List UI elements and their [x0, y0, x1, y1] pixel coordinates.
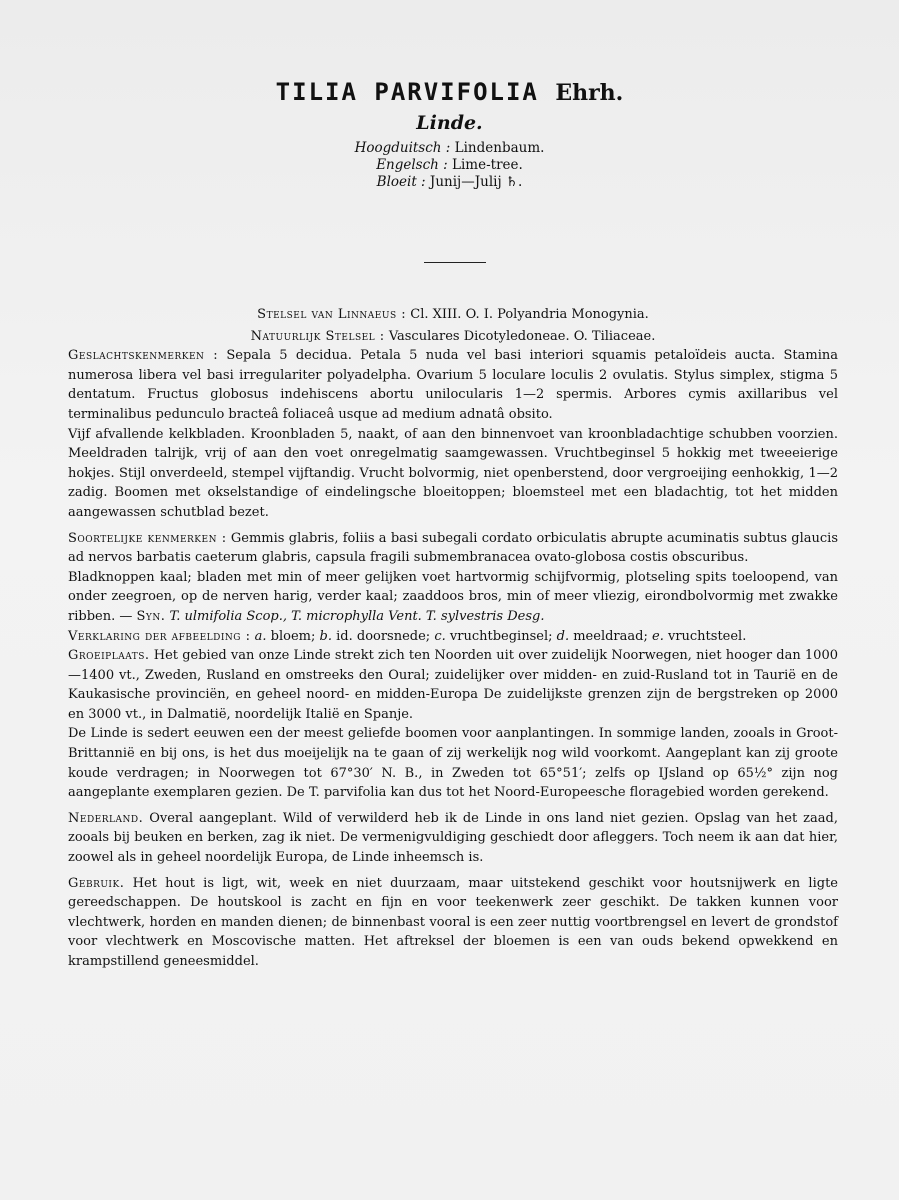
linnaeus-system: Stelsel van Linnaeus : Cl. XIII. O. I. Polyandria Monogynia.: [257, 307, 649, 322]
meta-english: Engelsch : Lime-tree.: [376, 157, 523, 173]
species-title: TILIA PARVIFOLIA Ehrh.: [275, 78, 624, 106]
species-author: Ehrh.: [555, 80, 624, 106]
meta-german: Hoogduitsch : Lindenbaum.: [354, 140, 545, 156]
common-name: Linde.: [416, 112, 483, 134]
genus-latin: Geslachtskenmerken : Sepala 5 decidua. Petala 5 nuda vel basi interiori squamis petaloïdeis aucta. Stamina numerosa libera vel basi irregulariter polyadelpha. Ovarium 5 loculare loculis 2 ovulatis. Stylus simplex, stigma 5 dentatum. Fructus globosus indehiscens abortu unilocularis 1—2 spermis. Arbores cymis axillaribus vel terminalibus pedunculo bracteâ foliaceâ usque ad medium adnatâ obsito.: [68, 348, 838, 422]
divider: [424, 262, 486, 263]
species-latin: Soortelijke kenmerken : Gemmis glabris, foliis a basi subegali cordato orbiculatis abrupte acuminatis subtus glaucis ad nervos barbatis caeterum glabris, capsula fragili submembranacea ovato-globosa costis obscuribus.: [68, 530, 838, 566]
natural-system: Natuurlijk Stelsel : Vasculares Dicotyledoneae. O. Tiliaceae.: [250, 328, 656, 344]
habitat-text-2: De Linde is sedert eeuwen een der meest geliefde boomen voor aanplantingen. In sommige landen, zooals in Groot-Brittannië en bij ons, is het dus moeijelijk na te gaan of zij werkelijk nog wild voorkomt. Aangeplant kan zij groote koude verdragen; in Noorwegen tot 67°30′ N. B., in Zweden tot 65°51′; zelfs op IJsland op 65½° zijn nog aangeplante exemplaren gezien. De T. parvifolia kan dus tot het Noord-Europeesche floragebied worden gerekend.: [68, 726, 838, 801]
body-text: [68, 305, 838, 972]
header: [0, 78, 899, 191]
figure-legend: Verklaring der afbeelding : a. bloem; b. id. doorsnede; c. vruchtbeginsel; d. meeldraad; e. vruchtsteel.: [68, 628, 747, 644]
use-text: Gebruik. Het hout is ligt, wit, week en niet duurzaam, maar uitstekend geschikt voor houtsnijwerk en ligte gereedschappen. De houtskool is zacht en fijn en voor teekenwerk zeer geschikt. De takken kunnen voor vlechtwerk, horden en manden dienen; de binnenbast vooral is een zeer nuttig voortbrengsel en levert de grondstof voor vlechtwerk en Moscovische matten. Het aftreksel der bloemen is een van ouds bekend opwekkend en krampstillend geneesmiddel.: [68, 875, 838, 969]
genus-dutch: Vijf afvallende kelkbladen. Kroonbladen 5, naakt, of aan den binnenvoet van kroonbladachtige schubben voorzien. Meeldraden talrijk, vrij of aan den voet onregelmatig saamgewassen. Vruchtbeginsel 5 hokkig met tweeeierige hokjes. Stijl onverdeeld, stempel vijftandig. Vrucht bolvormig, niet openberstend, door vergroeijing eenhokkig, 1—2 zadig. Boomen met okselstandige of eindelingsche bloeitoppen; bloemsteel met een bladachtig, tot het midden aangewassen schutblad bezet.: [68, 426, 838, 520]
netherlands-text: Nederland. Overal aangeplant. Wild of verwilderd heb ik de Linde in ons land niet gezien. Opslag van het zaad, zooals bij beuken en berken, zag ik niet. De vermenigvuldiging geschiedt door afleggers. Toch neem ik aan dat hier, zoowel als in geheel noordelijk Europa, de Linde inheemsch is.: [68, 810, 838, 866]
name-meta: [0, 140, 899, 191]
meta-flowering: Bloeit : Junij—Julij ♄.: [376, 174, 523, 190]
species-dutch: Bladknoppen kaal; bladen met min of meer gelijken voet hartvormig schijfvormig, plotseling spits toeloopend, van onder zeegroen, op de nerven harig, verder kaal; zaaddoos bros, min of meer vliezig, eirondbolvormig met zwakke ribben. — Syn. T. ulmifolia Scop., T. microphylla Vent. T. sylvestris Desg.: [68, 569, 838, 624]
habitat-text: Groeiplaats. Het gebied van onze Linde strekt zich ten Noorden uit over zuidelijk Noorwegen, niet hooger dan 1000—1400 vt., Zweden, Rusland en omstreeks den Oural; zuidelijker over midden- en zuid-Rusland tot in Taurië en de Kaukasische provinciën, en geheel noord- en midden-Europa De zuidelijkste grenzen zijn de bergstreken op 2000 en 3000 vt., in Dalmatië, noordelijk Italië en Spanje.: [68, 648, 838, 722]
